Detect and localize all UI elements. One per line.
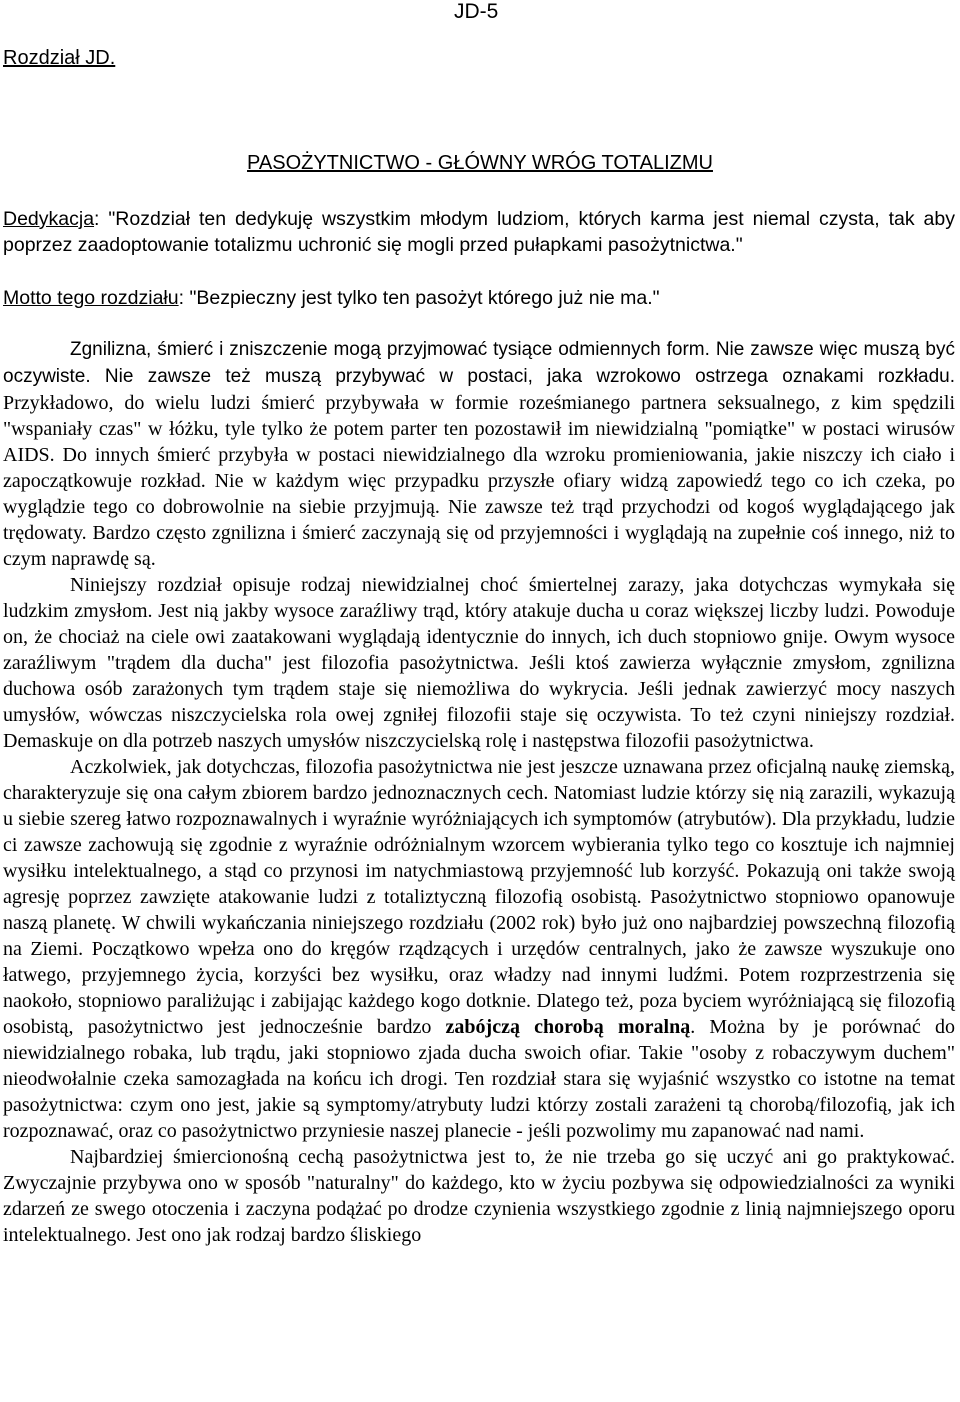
dedication	[3, 206, 955, 258]
chapter-title: PASOŻYTNICTWO - GŁÓWNY WRÓG TOTALIZMU	[247, 152, 713, 174]
paragraph-1-serif: Przykładowo, do wielu ludzi śmierć przybywała w formie roześmianego partnera seksualnego, z kim spędzili "wspaniały czas" w łóżku, tyle tylko że potem parter ten pozostawił im niewidzialną "pomiątke" w postaci wirusów AIDS. Do innych śmierć przybyła w postaci niewidzialnego dla wzroku promieniowania, jakie niszczy ich ciało i zapoczątkowuje rozkład. Nie w każdym więc przypadku przyszłe ofiary widzą zapowiedź tego co ich czeka, po wyglądzie tego co dobrowolnie na siebie przyjmują. Nie zawsze też trąd przychodzi od kogoś wyglądającego jak trędowaty. Bardzo często zgnilizna i śmierć zaczynają się od przyjemności i wyglądają na zupełnie coś innego, niż to czym naprawdę są.	[3, 392, 955, 570]
paragraph-3-part-a: Aczkolwiek, jak dotychczas, filozofia pasożytnictwa nie jest jeszcze uznawana przez oficjalną naukę ziemską, charakteryzuje się ona całym zbiorem bardzo jednoznacznych cech. Natomiast ludzie którzy się nią zarazili, wykazują u siebie szereg łatwo rozpoznawalnych i wyraźnie wyróżniających ich symptomów (atrybutów). Dla przykładu, ludzie ci zawsze zachowują się zgodnie z wyraźnie odróżnialnym wzorcem wybierania tylko tego co kosztuje ich najmniej wysiłku intelektualnego, a stąd co przynosi im natychmiastową przyjemność lub korzyść. Pokazują oni także swoją agresję poprzez zawzięte atakowanie ludzi z totaliztyczną filozofią osobistą. Pasożytnictwo stopniowo opanowuje naszą planetę. W chwili wykańczania niniejszego rozdziału (2002 rok) było już ono najbardziej powszechną filozofią na Ziemi. Początkowo wpełza ono do kręgów rządzących i urzędów centralnych, jako że zawsze wyszukuje ono łatwego, przyjemnego życia, korzyści bez wysiłku, oraz władzy nad innymi ludźmi. Potem rozprzestrzenia się naokoło, stopniowo paraliżując i zabijając każdego kogo dotknie. Dlatego też, poza byciem wyróżniającą się filozofią osobistą, pasożytnictwo jest jednocześnie bardzo	[3, 756, 955, 1038]
paragraph-4: Najbardziej śmiercionośną cechą pasożytnictwa jest to, że nie trzeba go się uczyć ani go praktykować. Zwyczajnie przybywa ono w sposób "naturalny" do każdego, kto w życiu pozbywa się odpowiedzialności za wyniki zdarzeń ze swego otoczenia i zaczyna podążać po drodze czynienia wszystkiego zgodnie z linią najmniejszego oporu intelektualnego. Jest ono jak rodzaj bardzo śliskiego	[3, 1146, 955, 1246]
motto-label: Motto tego rozdziału	[3, 287, 179, 309]
paragraph-3	[3, 754, 955, 1144]
paragraph-1-sans: Zgnilizna, śmierć i zniszczenie mogą przyjmować tysiące odmiennych form. Nie zawsze więc muszą być oczywiste. Nie zawsze też muszą przybywać w postaci, jaka wzrokowo ostrzega oznakami rozkładu.	[3, 339, 955, 387]
paragraph-3-part-b: . Można by je porównać do niewidzialnego robaka, lub trądu, jaki stopniowo zjada ducha swoich ofiar. Takie "osoby z robaczywym duchem" nieodwołalnie czeka samozagłada na końcu ich drogi. Ten rozdział stara się wyjaśnić wszystko co istotne na temat pasożytnictwa: czym ono jest, jakie są symptomy/atrybuty ludzi którzy zostali zarażeni tą chorobą/filozofią, jak ich rozpoznawać, oraz co pasożytnictwo przyniesie naszej planecie - jeśli pozwolimy mu zapanować nad nami.	[3, 1016, 956, 1142]
dedication-text: : "Rozdział ten dedykuję wszystkim młodym ludziom, których karma jest niemal czysta, tak aby poprzez zaadoptowanie totalizmu uchronić się mogli przed pułapkami pasożytnictwa."	[3, 208, 955, 256]
motto-text: : "Bezpieczny jest tylko ten pasożyt którego już nie ma."	[178, 287, 660, 309]
motto	[3, 285, 955, 311]
chapter-label: Rozdział JD.	[3, 47, 116, 69]
chapter-body	[3, 336, 955, 1248]
paragraph-3-bold: zabójczą chorobą moralną	[445, 1016, 691, 1038]
dedication-label: Dedykacja	[3, 208, 95, 230]
page-number: JD-5	[454, 0, 499, 23]
paragraph-2: Niniejszy rozdział opisuje rodzaj niewidzialnej choć śmiertelnej zarazy, jaka dotychczas wymykała się ludzkim zmysłom. Jest nią jakby wysoce zaraźliwy trąd, który atakuje ducha u coraz większej liczby ludzi. Powoduje on, że chociaż na ciele owi zaatakowani wyglądają identycznie do innych, ich duch stopniowo gnije. Owym wysoce zaraźliwym "trądem dla ducha" jest filozofia pasożytnictwa. Jeśli ktoś zawierza wyłącznie zmysłom, zgnilizna duchowa osób zarażonych tym trądem staje się niemożliwa do wykrycia. Jeśli jednak zawierzyć mocy naszych umysłów, wówczas niszczycielska rola owej zgniłej filozofii staje się oczywista. To też czyni niniejszy rozdział. Demaskuje on dla potrzeb naszych umysłów niszczycielską rolę i następstwa filozofii pasożytnictwa.	[3, 574, 955, 752]
paragraph-1	[3, 336, 955, 572]
